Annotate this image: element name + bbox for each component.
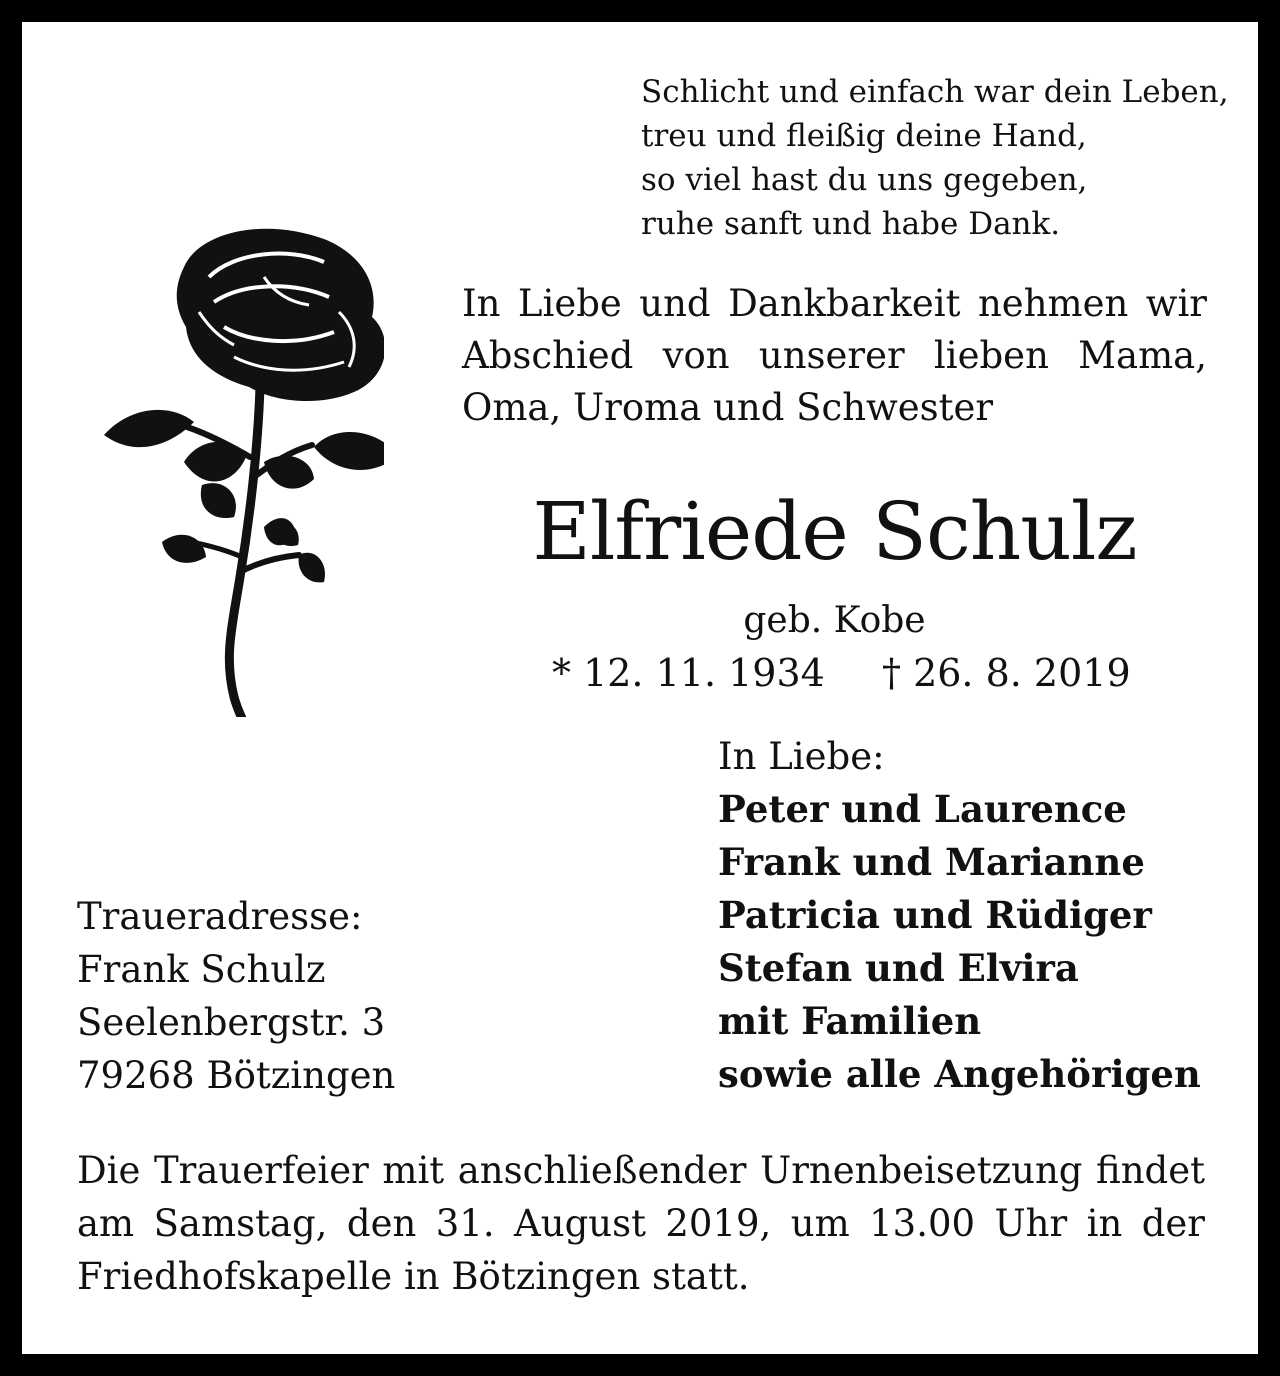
mourner-name: sowie alle Angehörigen xyxy=(718,1052,1201,1096)
intro-text xyxy=(462,278,1207,434)
mourners-block xyxy=(718,730,1201,1101)
mourner-name: Frank und Marianne xyxy=(718,840,1145,884)
poem xyxy=(641,70,1241,246)
intro-line: Oma, Uroma und Schwester xyxy=(462,386,994,429)
poem-line: treu und fleißig deine Hand, xyxy=(641,118,1087,154)
birth-date: * 12. 11. 1934 xyxy=(552,651,825,695)
address-line: 79268 Bötzingen xyxy=(77,1054,396,1097)
mourners-list xyxy=(718,783,1201,1101)
address-line: Seelenbergstr. 3 xyxy=(77,1001,386,1044)
intro-line: Abschied von unserer lieben Mama, xyxy=(462,334,1207,377)
mourners-heading: In Liebe: xyxy=(718,735,885,778)
deceased-name: Elfriede Schulz xyxy=(532,485,1137,578)
poem-line: ruhe sanft und habe Dank. xyxy=(641,206,1061,242)
poem-line: Schlicht und einfach war dein Leben, xyxy=(641,74,1229,110)
mourner-name: Stefan und Elvira xyxy=(718,946,1079,990)
address-line: Frank Schulz xyxy=(77,948,326,991)
rose-icon xyxy=(74,217,384,717)
ceremony-notice xyxy=(77,1144,1205,1303)
ceremony-line: Die Trauerfeier mit anschließender Urnenbeisetzung findet xyxy=(77,1149,1205,1192)
obituary-card xyxy=(22,22,1258,1354)
ceremony-line: am Samstag, den 31. August 2019, um 13.00 Uhr in der xyxy=(77,1202,1205,1245)
intro-line: In Liebe und Dankbarkeit nehmen wir xyxy=(462,282,1207,325)
poem-line: so viel hast du uns gegeben, xyxy=(641,162,1088,198)
death-date: † 26. 8. 2019 xyxy=(882,651,1131,695)
mourner-name: Peter und Laurence xyxy=(718,787,1127,831)
mourning-address xyxy=(77,890,395,1102)
ceremony-line: Friedhofskapelle in Bötzingen statt. xyxy=(77,1255,750,1298)
mourner-name: mit Familien xyxy=(718,999,982,1043)
birth-name: geb. Kobe xyxy=(743,600,926,641)
mourner-name: Patricia und Rüdiger xyxy=(718,893,1152,937)
address-label: Traueradresse: xyxy=(77,895,363,938)
